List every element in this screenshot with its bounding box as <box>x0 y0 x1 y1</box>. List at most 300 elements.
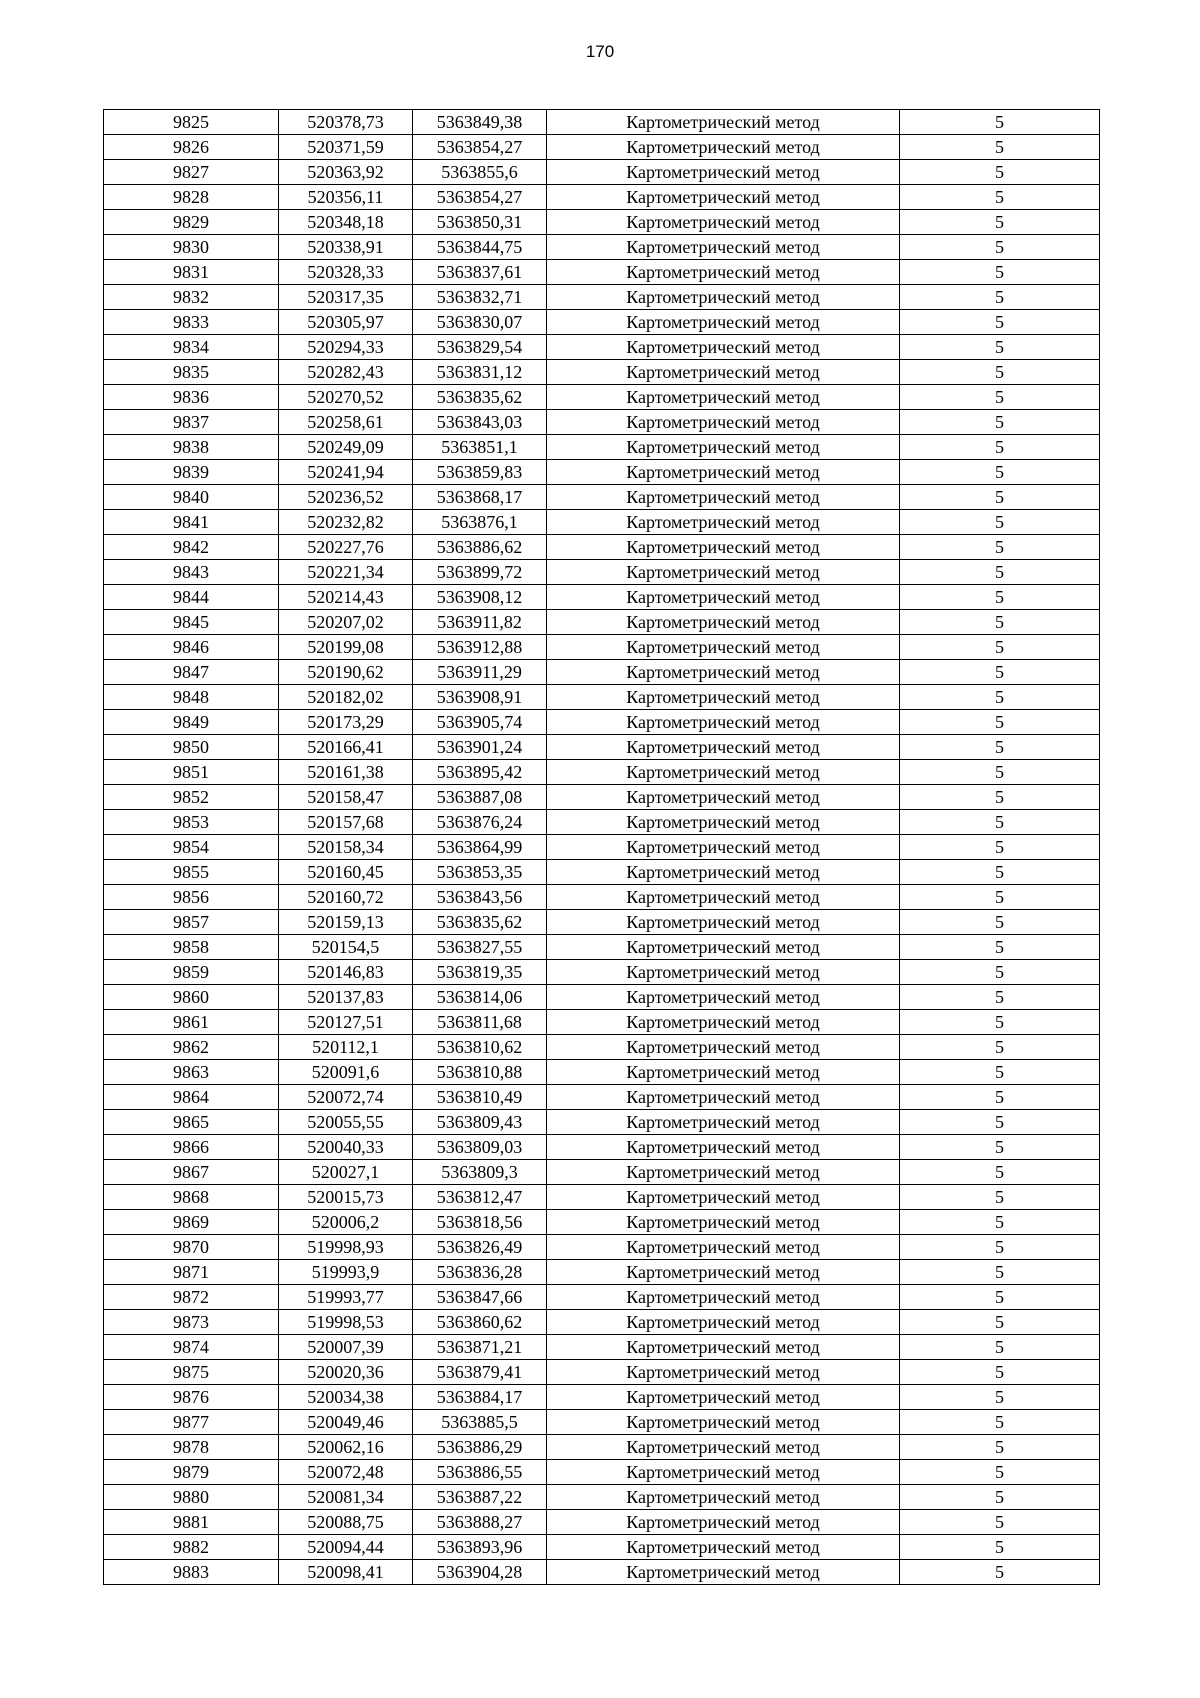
table-row <box>104 1460 1100 1485</box>
x-coordinate-cell: 520294,33 <box>279 335 413 360</box>
table-row <box>104 585 1100 610</box>
y-coordinate-cell: 5363859,83 <box>413 460 547 485</box>
accuracy-cell: 5 <box>900 1185 1100 1210</box>
point-number-cell: 9844 <box>104 585 279 610</box>
table-row <box>104 635 1100 660</box>
accuracy-cell: 5 <box>900 910 1100 935</box>
method-cell: Картометрический метод <box>547 1110 900 1135</box>
table-row <box>104 1235 1100 1260</box>
method-cell: Картометрический метод <box>547 960 900 985</box>
x-coordinate-cell: 520112,1 <box>279 1035 413 1060</box>
coordinates-table <box>103 109 1100 1585</box>
table-row <box>104 710 1100 735</box>
x-coordinate-cell: 520034,38 <box>279 1385 413 1410</box>
accuracy-cell: 5 <box>900 360 1100 385</box>
point-number-cell: 9836 <box>104 385 279 410</box>
table-row <box>104 560 1100 585</box>
y-coordinate-cell: 5363847,66 <box>413 1285 547 1310</box>
y-coordinate-cell: 5363810,88 <box>413 1060 547 1085</box>
point-number-cell: 9860 <box>104 985 279 1010</box>
method-cell: Картометрический метод <box>547 135 900 160</box>
x-coordinate-cell: 520241,94 <box>279 460 413 485</box>
y-coordinate-cell: 5363871,21 <box>413 1335 547 1360</box>
point-number-cell: 9875 <box>104 1360 279 1385</box>
point-number-cell: 9853 <box>104 810 279 835</box>
table-row <box>104 1385 1100 1410</box>
method-cell: Картометрический метод <box>547 760 900 785</box>
x-coordinate-cell: 520158,47 <box>279 785 413 810</box>
point-number-cell: 9866 <box>104 1135 279 1160</box>
table-row <box>104 735 1100 760</box>
y-coordinate-cell: 5363887,22 <box>413 1485 547 1510</box>
table-row <box>104 160 1100 185</box>
point-number-cell: 9852 <box>104 785 279 810</box>
x-coordinate-cell: 520127,51 <box>279 1010 413 1035</box>
method-cell: Картометрический метод <box>547 1460 900 1485</box>
method-cell: Картометрический метод <box>547 635 900 660</box>
point-number-cell: 9842 <box>104 535 279 560</box>
method-cell: Картометрический метод <box>547 1335 900 1360</box>
y-coordinate-cell: 5363888,27 <box>413 1510 547 1535</box>
x-coordinate-cell: 520214,43 <box>279 585 413 610</box>
accuracy-cell: 5 <box>900 835 1100 860</box>
x-coordinate-cell: 520258,61 <box>279 410 413 435</box>
y-coordinate-cell: 5363812,47 <box>413 1185 547 1210</box>
y-coordinate-cell: 5363901,24 <box>413 735 547 760</box>
accuracy-cell: 5 <box>900 1460 1100 1485</box>
accuracy-cell: 5 <box>900 810 1100 835</box>
accuracy-cell: 5 <box>900 1160 1100 1185</box>
x-coordinate-cell: 520055,55 <box>279 1110 413 1135</box>
table-row <box>104 335 1100 360</box>
table-body <box>104 110 1100 1585</box>
method-cell: Картометрический метод <box>547 1410 900 1435</box>
y-coordinate-cell: 5363809,43 <box>413 1110 547 1135</box>
accuracy-cell: 5 <box>900 185 1100 210</box>
y-coordinate-cell: 5363876,24 <box>413 810 547 835</box>
point-number-cell: 9845 <box>104 610 279 635</box>
accuracy-cell: 5 <box>900 710 1100 735</box>
y-coordinate-cell: 5363864,99 <box>413 835 547 860</box>
point-number-cell: 9867 <box>104 1160 279 1185</box>
y-coordinate-cell: 5363893,96 <box>413 1535 547 1560</box>
accuracy-cell: 5 <box>900 1060 1100 1085</box>
table-row <box>104 1410 1100 1435</box>
x-coordinate-cell: 520160,45 <box>279 860 413 885</box>
accuracy-cell: 5 <box>900 535 1100 560</box>
accuracy-cell: 5 <box>900 510 1100 535</box>
y-coordinate-cell: 5363827,55 <box>413 935 547 960</box>
accuracy-cell: 5 <box>900 285 1100 310</box>
method-cell: Картометрический метод <box>547 1360 900 1385</box>
table-row <box>104 760 1100 785</box>
table-row <box>104 1085 1100 1110</box>
accuracy-cell: 5 <box>900 1410 1100 1435</box>
accuracy-cell: 5 <box>900 960 1100 985</box>
x-coordinate-cell: 520154,5 <box>279 935 413 960</box>
table-row <box>104 135 1100 160</box>
point-number-cell: 9855 <box>104 860 279 885</box>
y-coordinate-cell: 5363844,75 <box>413 235 547 260</box>
accuracy-cell: 5 <box>900 310 1100 335</box>
point-number-cell: 9874 <box>104 1335 279 1360</box>
method-cell: Картометрический метод <box>547 810 900 835</box>
accuracy-cell: 5 <box>900 1085 1100 1110</box>
method-cell: Картометрический метод <box>547 1310 900 1335</box>
table-row <box>104 535 1100 560</box>
method-cell: Картометрический метод <box>547 1435 900 1460</box>
y-coordinate-cell: 5363860,62 <box>413 1310 547 1335</box>
x-coordinate-cell: 520317,35 <box>279 285 413 310</box>
x-coordinate-cell: 520356,11 <box>279 185 413 210</box>
y-coordinate-cell: 5363829,54 <box>413 335 547 360</box>
method-cell: Картометрический метод <box>547 735 900 760</box>
y-coordinate-cell: 5363855,6 <box>413 160 547 185</box>
accuracy-cell: 5 <box>900 1560 1100 1585</box>
y-coordinate-cell: 5363908,91 <box>413 685 547 710</box>
point-number-cell: 9830 <box>104 235 279 260</box>
x-coordinate-cell: 520182,02 <box>279 685 413 710</box>
accuracy-cell: 5 <box>900 210 1100 235</box>
y-coordinate-cell: 5363837,61 <box>413 260 547 285</box>
table-row <box>104 410 1100 435</box>
table-row <box>104 1535 1100 1560</box>
point-number-cell: 9883 <box>104 1560 279 1585</box>
x-coordinate-cell: 520173,29 <box>279 710 413 735</box>
point-number-cell: 9861 <box>104 1010 279 1035</box>
accuracy-cell: 5 <box>900 985 1100 1010</box>
point-number-cell: 9863 <box>104 1060 279 1085</box>
table-row <box>104 185 1100 210</box>
y-coordinate-cell: 5363810,49 <box>413 1085 547 1110</box>
point-number-cell: 9837 <box>104 410 279 435</box>
method-cell: Картометрический метод <box>547 1160 900 1185</box>
y-coordinate-cell: 5363884,17 <box>413 1385 547 1410</box>
accuracy-cell: 5 <box>900 485 1100 510</box>
table-row <box>104 510 1100 535</box>
method-cell: Картометрический метод <box>547 1560 900 1585</box>
y-coordinate-cell: 5363850,31 <box>413 210 547 235</box>
x-coordinate-cell: 520137,83 <box>279 985 413 1010</box>
y-coordinate-cell: 5363830,07 <box>413 310 547 335</box>
x-coordinate-cell: 520049,46 <box>279 1410 413 1435</box>
y-coordinate-cell: 5363911,29 <box>413 660 547 685</box>
table-row <box>104 1310 1100 1335</box>
table-row <box>104 610 1100 635</box>
x-coordinate-cell: 520232,82 <box>279 510 413 535</box>
x-coordinate-cell: 520249,09 <box>279 435 413 460</box>
point-number-cell: 9868 <box>104 1185 279 1210</box>
method-cell: Картометрический метод <box>547 1510 900 1535</box>
table-row <box>104 1285 1100 1310</box>
x-coordinate-cell: 520094,44 <box>279 1535 413 1560</box>
y-coordinate-cell: 5363811,68 <box>413 1010 547 1035</box>
x-coordinate-cell: 520378,73 <box>279 110 413 135</box>
table-row <box>104 785 1100 810</box>
point-number-cell: 9847 <box>104 660 279 685</box>
y-coordinate-cell: 5363868,17 <box>413 485 547 510</box>
x-coordinate-cell: 520227,76 <box>279 535 413 560</box>
table-row <box>104 1060 1100 1085</box>
x-coordinate-cell: 520157,68 <box>279 810 413 835</box>
method-cell: Картометрический метод <box>547 460 900 485</box>
x-coordinate-cell: 520081,34 <box>279 1485 413 1510</box>
table-row <box>104 1335 1100 1360</box>
y-coordinate-cell: 5363886,62 <box>413 535 547 560</box>
accuracy-cell: 5 <box>900 585 1100 610</box>
page-number: 170 <box>585 42 615 61</box>
accuracy-cell: 5 <box>900 885 1100 910</box>
x-coordinate-cell: 520006,2 <box>279 1210 413 1235</box>
y-coordinate-cell: 5363835,62 <box>413 385 547 410</box>
method-cell: Картометрический метод <box>547 585 900 610</box>
x-coordinate-cell: 520207,02 <box>279 610 413 635</box>
method-cell: Картометрический метод <box>547 1285 900 1310</box>
point-number-cell: 9832 <box>104 285 279 310</box>
method-cell: Картометрический метод <box>547 335 900 360</box>
point-number-cell: 9870 <box>104 1235 279 1260</box>
point-number-cell: 9826 <box>104 135 279 160</box>
table-row <box>104 360 1100 385</box>
accuracy-cell: 5 <box>900 1035 1100 1060</box>
x-coordinate-cell: 520190,62 <box>279 660 413 685</box>
y-coordinate-cell: 5363835,62 <box>413 910 547 935</box>
point-number-cell: 9876 <box>104 1385 279 1410</box>
y-coordinate-cell: 5363831,12 <box>413 360 547 385</box>
method-cell: Картометрический метод <box>547 935 900 960</box>
table-row <box>104 985 1100 1010</box>
accuracy-cell: 5 <box>900 660 1100 685</box>
accuracy-cell: 5 <box>900 685 1100 710</box>
point-number-cell: 9831 <box>104 260 279 285</box>
table-row <box>104 1260 1100 1285</box>
method-cell: Картометрический метод <box>547 1035 900 1060</box>
table-row <box>104 1510 1100 1535</box>
point-number-cell: 9839 <box>104 460 279 485</box>
table-row <box>104 485 1100 510</box>
accuracy-cell: 5 <box>900 460 1100 485</box>
point-number-cell: 9851 <box>104 760 279 785</box>
point-number-cell: 9825 <box>104 110 279 135</box>
table-row <box>104 385 1100 410</box>
accuracy-cell: 5 <box>900 1235 1100 1260</box>
x-coordinate-cell: 520146,83 <box>279 960 413 985</box>
method-cell: Картометрический метод <box>547 485 900 510</box>
table-row <box>104 660 1100 685</box>
point-number-cell: 9871 <box>104 1260 279 1285</box>
point-number-cell: 9865 <box>104 1110 279 1135</box>
x-coordinate-cell: 519998,93 <box>279 1235 413 1260</box>
y-coordinate-cell: 5363826,49 <box>413 1235 547 1260</box>
table-row <box>104 860 1100 885</box>
x-coordinate-cell: 520158,34 <box>279 835 413 860</box>
table-row <box>104 285 1100 310</box>
point-number-cell: 9841 <box>104 510 279 535</box>
accuracy-cell: 5 <box>900 1510 1100 1535</box>
accuracy-cell: 5 <box>900 1335 1100 1360</box>
accuracy-cell: 5 <box>900 1435 1100 1460</box>
table-row <box>104 810 1100 835</box>
point-number-cell: 9881 <box>104 1510 279 1535</box>
table-row <box>104 260 1100 285</box>
y-coordinate-cell: 5363814,06 <box>413 985 547 1010</box>
x-coordinate-cell: 520270,52 <box>279 385 413 410</box>
point-number-cell: 9879 <box>104 1460 279 1485</box>
x-coordinate-cell: 520166,41 <box>279 735 413 760</box>
y-coordinate-cell: 5363851,1 <box>413 435 547 460</box>
y-coordinate-cell: 5363854,27 <box>413 185 547 210</box>
y-coordinate-cell: 5363885,5 <box>413 1410 547 1435</box>
point-number-cell: 9834 <box>104 335 279 360</box>
accuracy-cell: 5 <box>900 1110 1100 1135</box>
x-coordinate-cell: 520371,59 <box>279 135 413 160</box>
x-coordinate-cell: 520007,39 <box>279 1335 413 1360</box>
table-row <box>104 235 1100 260</box>
accuracy-cell: 5 <box>900 1285 1100 1310</box>
method-cell: Картометрический метод <box>547 885 900 910</box>
point-number-cell: 9859 <box>104 960 279 985</box>
point-number-cell: 9833 <box>104 310 279 335</box>
method-cell: Картометрический метод <box>547 985 900 1010</box>
point-number-cell: 9850 <box>104 735 279 760</box>
y-coordinate-cell: 5363876,1 <box>413 510 547 535</box>
table-row <box>104 1360 1100 1385</box>
method-cell: Картометрический метод <box>547 1485 900 1510</box>
table-row <box>104 210 1100 235</box>
method-cell: Картометрический метод <box>547 1135 900 1160</box>
y-coordinate-cell: 5363908,12 <box>413 585 547 610</box>
method-cell: Картометрический метод <box>547 560 900 585</box>
accuracy-cell: 5 <box>900 1535 1100 1560</box>
accuracy-cell: 5 <box>900 1485 1100 1510</box>
x-coordinate-cell: 519998,53 <box>279 1310 413 1335</box>
table-row <box>104 885 1100 910</box>
x-coordinate-cell: 520027,1 <box>279 1160 413 1185</box>
y-coordinate-cell: 5363819,35 <box>413 960 547 985</box>
method-cell: Картометрический метод <box>547 235 900 260</box>
y-coordinate-cell: 5363887,08 <box>413 785 547 810</box>
method-cell: Картометрический метод <box>547 1010 900 1035</box>
table-row <box>104 935 1100 960</box>
method-cell: Картометрический метод <box>547 510 900 535</box>
method-cell: Картометрический метод <box>547 860 900 885</box>
method-cell: Картометрический метод <box>547 1535 900 1560</box>
accuracy-cell: 5 <box>900 1385 1100 1410</box>
method-cell: Картометрический метод <box>547 1210 900 1235</box>
accuracy-cell: 5 <box>900 635 1100 660</box>
point-number-cell: 9880 <box>104 1485 279 1510</box>
method-cell: Картометрический метод <box>547 385 900 410</box>
x-coordinate-cell: 520348,18 <box>279 210 413 235</box>
method-cell: Картометрический метод <box>547 785 900 810</box>
x-coordinate-cell: 520363,92 <box>279 160 413 185</box>
x-coordinate-cell: 520091,6 <box>279 1060 413 1085</box>
point-number-cell: 9857 <box>104 910 279 935</box>
table-row <box>104 1110 1100 1135</box>
accuracy-cell: 5 <box>900 860 1100 885</box>
x-coordinate-cell: 519993,9 <box>279 1260 413 1285</box>
x-coordinate-cell: 520072,48 <box>279 1460 413 1485</box>
point-number-cell: 9873 <box>104 1310 279 1335</box>
method-cell: Картометрический метод <box>547 210 900 235</box>
accuracy-cell: 5 <box>900 110 1100 135</box>
x-coordinate-cell: 520088,75 <box>279 1510 413 1535</box>
table-row <box>104 1210 1100 1235</box>
x-coordinate-cell: 520015,73 <box>279 1185 413 1210</box>
method-cell: Картометрический метод <box>547 435 900 460</box>
point-number-cell: 9849 <box>104 710 279 735</box>
x-coordinate-cell: 520305,97 <box>279 310 413 335</box>
table-row <box>104 1185 1100 1210</box>
accuracy-cell: 5 <box>900 435 1100 460</box>
point-number-cell: 9877 <box>104 1410 279 1435</box>
y-coordinate-cell: 5363895,42 <box>413 760 547 785</box>
table-row <box>104 1435 1100 1460</box>
y-coordinate-cell: 5363843,03 <box>413 410 547 435</box>
table-row <box>104 910 1100 935</box>
table-row <box>104 1485 1100 1510</box>
accuracy-cell: 5 <box>900 735 1100 760</box>
method-cell: Картометрический метод <box>547 1385 900 1410</box>
accuracy-cell: 5 <box>900 260 1100 285</box>
point-number-cell: 9827 <box>104 160 279 185</box>
point-number-cell: 9864 <box>104 1085 279 1110</box>
x-coordinate-cell: 520236,52 <box>279 485 413 510</box>
method-cell: Картометрический метод <box>547 285 900 310</box>
y-coordinate-cell: 5363912,88 <box>413 635 547 660</box>
point-number-cell: 9869 <box>104 1210 279 1235</box>
method-cell: Картометрический метод <box>547 835 900 860</box>
point-number-cell: 9835 <box>104 360 279 385</box>
accuracy-cell: 5 <box>900 1260 1100 1285</box>
x-coordinate-cell: 520098,41 <box>279 1560 413 1585</box>
point-number-cell: 9840 <box>104 485 279 510</box>
point-number-cell: 9828 <box>104 185 279 210</box>
y-coordinate-cell: 5363843,56 <box>413 885 547 910</box>
method-cell: Картометрический метод <box>547 110 900 135</box>
accuracy-cell: 5 <box>900 410 1100 435</box>
accuracy-cell: 5 <box>900 935 1100 960</box>
y-coordinate-cell: 5363886,55 <box>413 1460 547 1485</box>
table-row <box>104 1135 1100 1160</box>
table-row <box>104 685 1100 710</box>
y-coordinate-cell: 5363911,82 <box>413 610 547 635</box>
accuracy-cell: 5 <box>900 1010 1100 1035</box>
point-number-cell: 9862 <box>104 1035 279 1060</box>
y-coordinate-cell: 5363853,35 <box>413 860 547 885</box>
x-coordinate-cell: 520072,74 <box>279 1085 413 1110</box>
x-coordinate-cell: 520282,43 <box>279 360 413 385</box>
method-cell: Картометрический метод <box>547 910 900 935</box>
method-cell: Картометрический метод <box>547 660 900 685</box>
table-row <box>104 110 1100 135</box>
method-cell: Картометрический метод <box>547 685 900 710</box>
point-number-cell: 9829 <box>104 210 279 235</box>
y-coordinate-cell: 5363832,71 <box>413 285 547 310</box>
method-cell: Картометрический метод <box>547 610 900 635</box>
method-cell: Картометрический метод <box>547 360 900 385</box>
y-coordinate-cell: 5363809,03 <box>413 1135 547 1160</box>
y-coordinate-cell: 5363879,41 <box>413 1360 547 1385</box>
y-coordinate-cell: 5363854,27 <box>413 135 547 160</box>
table-row <box>104 960 1100 985</box>
accuracy-cell: 5 <box>900 1135 1100 1160</box>
point-number-cell: 9858 <box>104 935 279 960</box>
method-cell: Картометрический метод <box>547 1085 900 1110</box>
x-coordinate-cell: 520338,91 <box>279 235 413 260</box>
table-row <box>104 310 1100 335</box>
method-cell: Картометрический метод <box>547 1235 900 1260</box>
